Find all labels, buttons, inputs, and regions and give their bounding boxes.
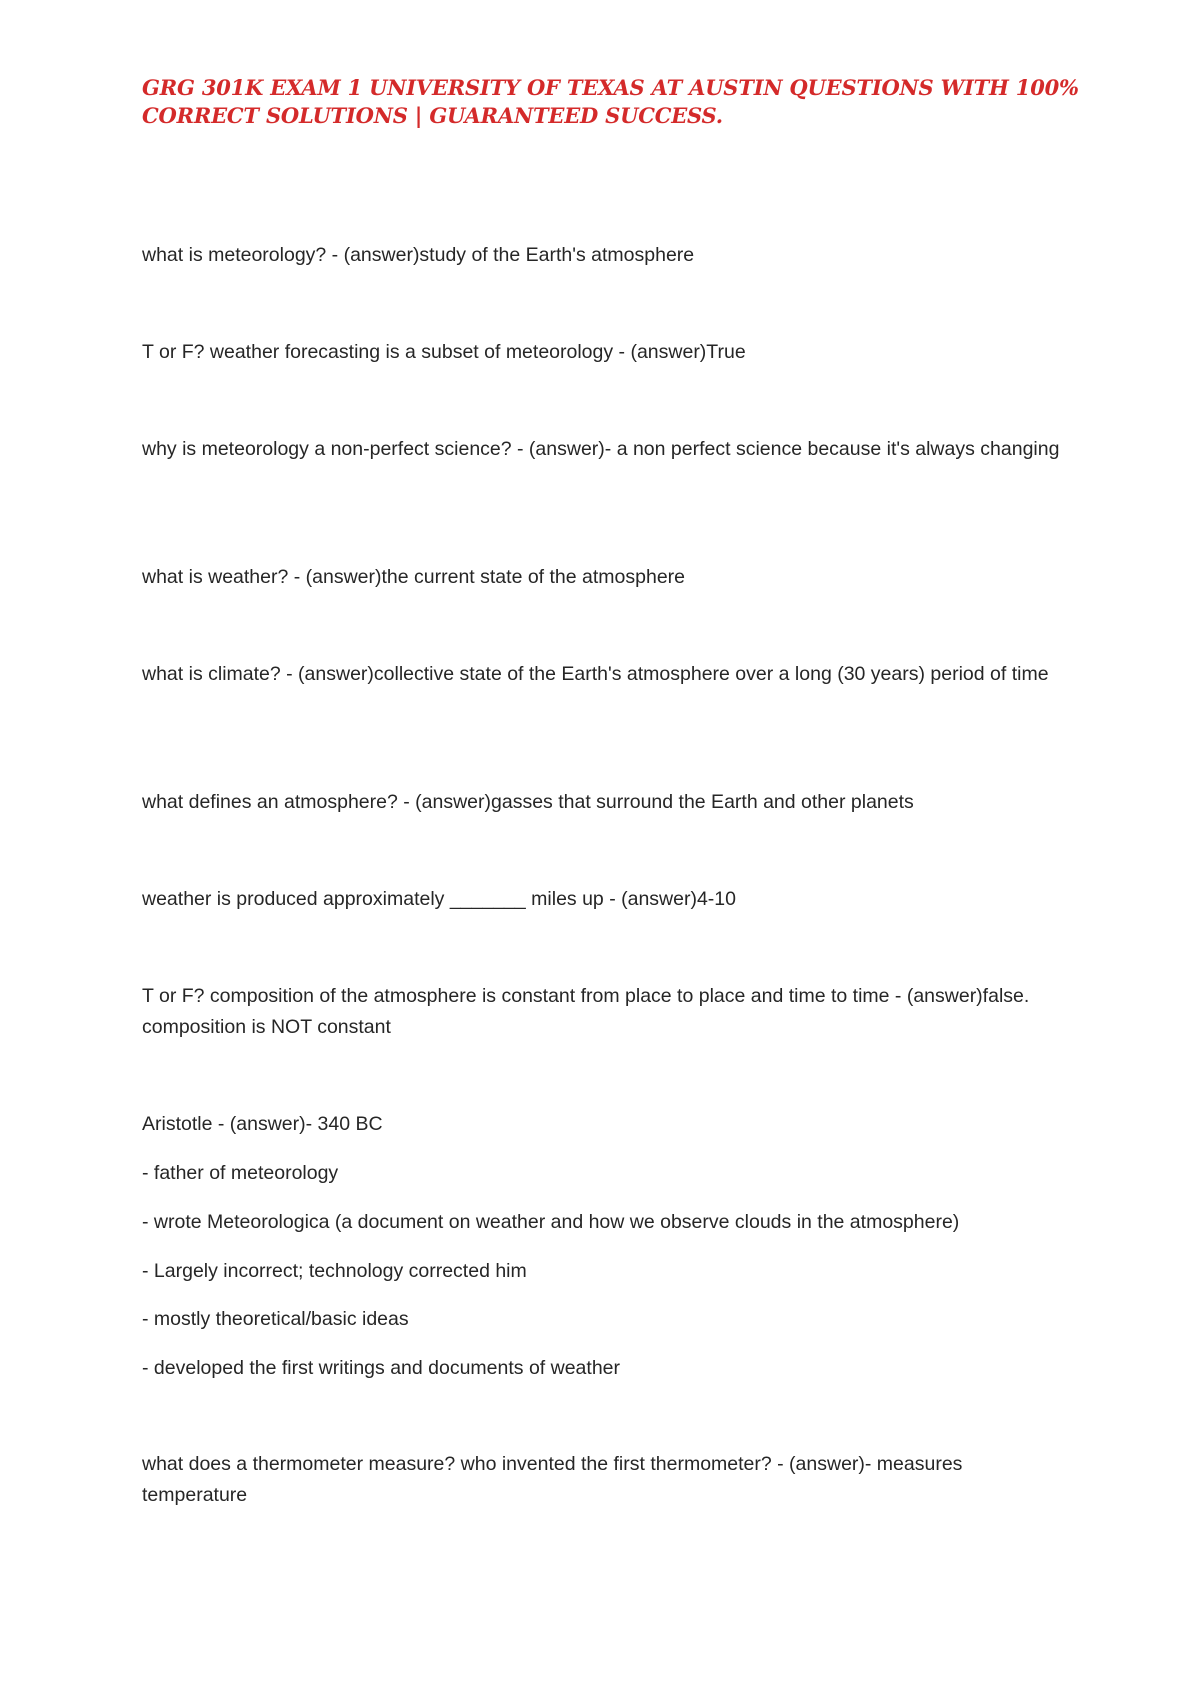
aristotle-point-meteorologica: - wrote Meteorologica (a document on weather and how we observe clouds in the atmosphere) — [142, 1211, 960, 1233]
qa-entry-forecasting: T or F? weather forecasting is a subset of meteorology - (answer)True — [142, 341, 746, 363]
aristotle-point-first-writings: - developed the first writings and documents of weather — [142, 1357, 621, 1379]
qa-entry-aristotle: Aristotle - (answer)- 340 BC — [142, 1113, 383, 1135]
aristotle-point-theoretical: - mostly theoretical/basic ideas — [142, 1308, 409, 1330]
qa-entry-weather: what is weather? - (answer)the current state of the atmosphere — [142, 566, 686, 588]
qa-entry-climate: what is climate? - (answer)collective state of the Earth's atmosphere over a long (30 years) period of time — [142, 663, 1049, 685]
aristotle-point-father: - father of meteorology — [142, 1162, 339, 1184]
qa-entry-atmosphere-definition: what defines an atmosphere? - (answer)gasses that surround the Earth and other planets — [142, 791, 914, 813]
aristotle-point-incorrect: - Largely incorrect; technology corrected him — [142, 1260, 527, 1282]
qa-entry-weather-altitude: weather is produced approximately _______ miles up - (answer)4-10 — [142, 888, 736, 910]
qa-entry-thermometer: what does a thermometer measure? who invented the first thermometer? - (answer)- measures temperature — [142, 1453, 963, 1506]
qa-entry-non-perfect-science: why is meteorology a non-perfect science? - (answer)- a non perfect science because it's always changing — [142, 438, 1060, 460]
qa-entry-meteorology: what is meteorology? - (answer)study of the Earth's atmosphere — [142, 244, 695, 266]
document-title: GRG 301K EXAM 1 UNIVERSITY OF TEXAS AT AUSTIN QUESTIONS WITH 100% CORRECT SOLUTIONS | GUARANTEED SUCCESS. — [142, 75, 1079, 128]
qa-entry-composition: T or F? composition of the atmosphere is constant from place to place and time to time - (answer)false. composition is NOT constant — [142, 985, 1030, 1038]
